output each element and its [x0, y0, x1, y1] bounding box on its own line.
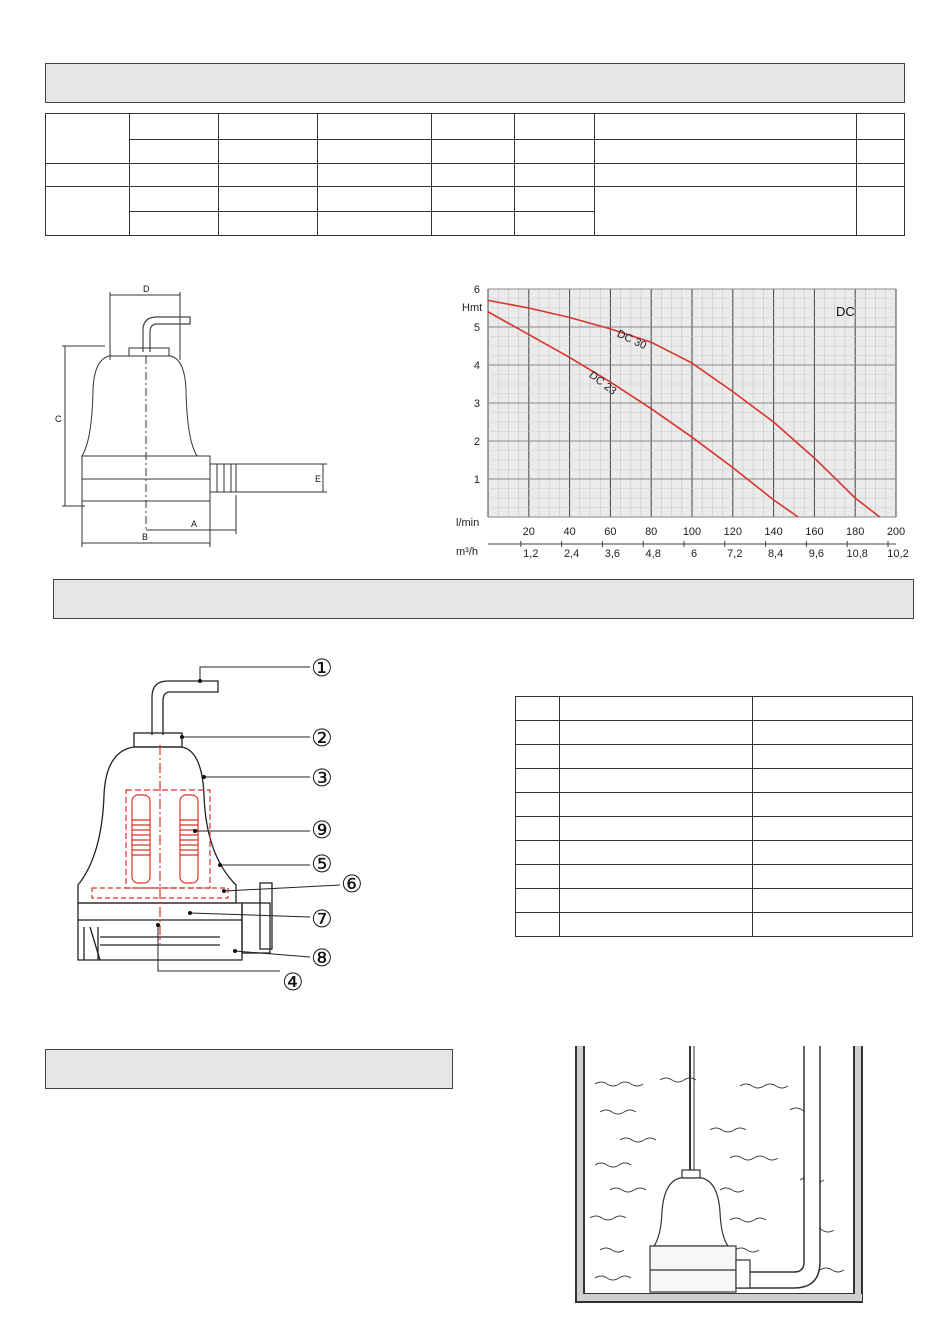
- x-secondary-tick-label: 4,8: [645, 548, 661, 560]
- spec-cell: [318, 164, 432, 187]
- spec-cell: [515, 212, 595, 236]
- spec-cell: [595, 140, 857, 164]
- outlet-nozzle: [242, 903, 270, 953]
- y-tick-label: 1: [473, 474, 480, 486]
- parts-cell: [516, 913, 560, 937]
- dimension-label-d: D: [143, 284, 150, 294]
- section-header-bar-3: [45, 1049, 453, 1089]
- parts-cell: [753, 913, 913, 937]
- spec-cell: [432, 212, 515, 236]
- spec-cell: [595, 114, 857, 140]
- motor-assembly: [92, 745, 228, 945]
- parts-cell: [516, 697, 560, 721]
- parts-cell: [753, 745, 913, 769]
- installation-drawing: [570, 1040, 870, 1305]
- x-primary-tick-label: 120: [723, 526, 742, 538]
- spec-cell: [857, 187, 905, 236]
- part-number-3: ③: [311, 764, 333, 792]
- x-secondary-tick-label: 10,2: [887, 548, 909, 560]
- x-secondary-tick-label: 10,8: [846, 548, 868, 560]
- y-tick-label: 5: [473, 322, 480, 334]
- y-tick-label: 4: [473, 360, 480, 372]
- submersible-pump: [650, 1170, 750, 1292]
- part-number-7: ⑦: [311, 905, 333, 933]
- x-primary-tick-label: 180: [846, 526, 865, 538]
- spec-cell: [219, 164, 318, 187]
- parts-cell: [753, 865, 913, 889]
- parts-cell: [516, 721, 560, 745]
- series-label: DC 30: [614, 328, 649, 353]
- parts-cell: [560, 745, 753, 769]
- spec-cell: [432, 140, 515, 164]
- parts-cell: [560, 817, 753, 841]
- x-primary-tick-label: 60: [604, 526, 617, 538]
- cable-pipe: [152, 681, 218, 735]
- part-number-1: ①: [311, 654, 333, 682]
- parts-cell: [560, 793, 753, 817]
- parts-cell: [753, 721, 913, 745]
- x-secondary-tick-label: 7,2: [727, 548, 743, 560]
- x-primary-tick-label: 80: [645, 526, 658, 538]
- part-number-5: ⑤: [311, 850, 333, 878]
- dimension-drawing: [45, 280, 345, 550]
- spec-cell: [515, 187, 595, 212]
- dimension-label-b: B: [142, 532, 149, 542]
- y-tick-label: 6: [473, 284, 480, 296]
- spec-cell: [318, 187, 432, 212]
- discharge-pipe: [738, 1046, 804, 1272]
- spec-cell: [219, 140, 318, 164]
- spec-cell: [432, 114, 515, 140]
- spec-cell: [857, 164, 905, 187]
- spec-cell: [130, 114, 219, 140]
- parts-cell: [753, 697, 913, 721]
- y-tick-label: 2: [473, 436, 480, 448]
- pump-cross-section-drawing: [70, 645, 370, 995]
- x-primary-tick-label: 20: [522, 526, 535, 538]
- parts-cell: [560, 721, 753, 745]
- chart-title: DC: [836, 304, 855, 319]
- series-label: DC 23: [586, 369, 619, 398]
- dimension-label-a: A: [191, 519, 198, 529]
- spec-cell: [219, 187, 318, 212]
- spec-cell: [130, 164, 219, 187]
- part-number-8: ⑧: [311, 944, 333, 972]
- chart-grid: [488, 289, 896, 517]
- chart-y-label: Hmt: [462, 302, 483, 314]
- spec-cell: [515, 114, 595, 140]
- parts-cell: [753, 793, 913, 817]
- spec-table: [45, 113, 905, 236]
- parts-cell: [753, 769, 913, 793]
- parts-cell: [560, 889, 753, 913]
- x-secondary-tick-label: 8,4: [767, 548, 784, 560]
- x-primary-tick-label: 160: [805, 526, 824, 538]
- parts-cell: [516, 865, 560, 889]
- spec-cell: [46, 187, 130, 236]
- spec-cell: [515, 164, 595, 187]
- spec-cell: [219, 114, 318, 140]
- parts-cell: [516, 769, 560, 793]
- dimension-label-c: C: [55, 414, 62, 424]
- parts-cell: [516, 745, 560, 769]
- parts-cell: [560, 697, 753, 721]
- spec-cell: [515, 140, 595, 164]
- part-number-9: ⑨: [311, 816, 333, 844]
- chart-x-primary-label: l/min: [456, 517, 480, 529]
- spec-cell: [318, 140, 432, 164]
- spec-cell: [857, 114, 905, 140]
- cable-gland: [134, 733, 182, 747]
- performance-chart: [450, 283, 909, 565]
- parts-cell: [516, 841, 560, 865]
- part-number-6: ⑥: [341, 870, 363, 898]
- spec-cell: [46, 164, 130, 187]
- parts-cell: [516, 817, 560, 841]
- spec-cell: [857, 140, 905, 164]
- section-header-bar-1: [45, 63, 905, 103]
- spec-cell: [219, 212, 318, 236]
- parts-cell: [560, 769, 753, 793]
- spec-cell: [130, 212, 219, 236]
- x-primary-tick-label: 100: [682, 526, 702, 538]
- spec-cell: [595, 164, 857, 187]
- pump-housing: [78, 747, 236, 903]
- x-primary-tick-label: 40: [563, 526, 576, 538]
- parts-cell: [753, 841, 913, 865]
- part-number-4: ④: [282, 968, 304, 996]
- parts-table: [515, 696, 913, 937]
- x-secondary-tick-label: 2,4: [563, 548, 580, 560]
- spec-cell: [130, 187, 219, 212]
- spec-cell: [432, 164, 515, 187]
- spec-cell: [318, 212, 432, 236]
- spec-cell: [432, 187, 515, 212]
- x-primary-tick-label: 200: [886, 526, 906, 538]
- x-secondary-tick-label: 6: [690, 548, 698, 560]
- parts-cell: [516, 793, 560, 817]
- parts-cell: [560, 841, 753, 865]
- parts-cell: [560, 913, 753, 937]
- part-number-2: ②: [311, 724, 333, 752]
- parts-cell: [560, 865, 753, 889]
- spec-cell: [318, 114, 432, 140]
- x-secondary-tick-label: 9,6: [808, 548, 825, 560]
- chart-x-secondary-label: m³/h: [456, 546, 478, 558]
- y-tick-label: 3: [473, 398, 480, 410]
- spec-cell: [46, 114, 130, 164]
- spec-cell: [595, 187, 857, 236]
- x-primary-tick-label: 140: [764, 526, 783, 538]
- x-secondary-tick-label: 3,6: [604, 548, 621, 560]
- dimension-label-e: E: [315, 474, 322, 484]
- spec-cell: [130, 140, 219, 164]
- parts-cell: [516, 889, 560, 913]
- section-header-bar-2: [53, 579, 914, 619]
- x-secondary-tick-label: 1,2: [523, 548, 539, 560]
- parts-cell: [753, 817, 913, 841]
- parts-cell: [753, 889, 913, 913]
